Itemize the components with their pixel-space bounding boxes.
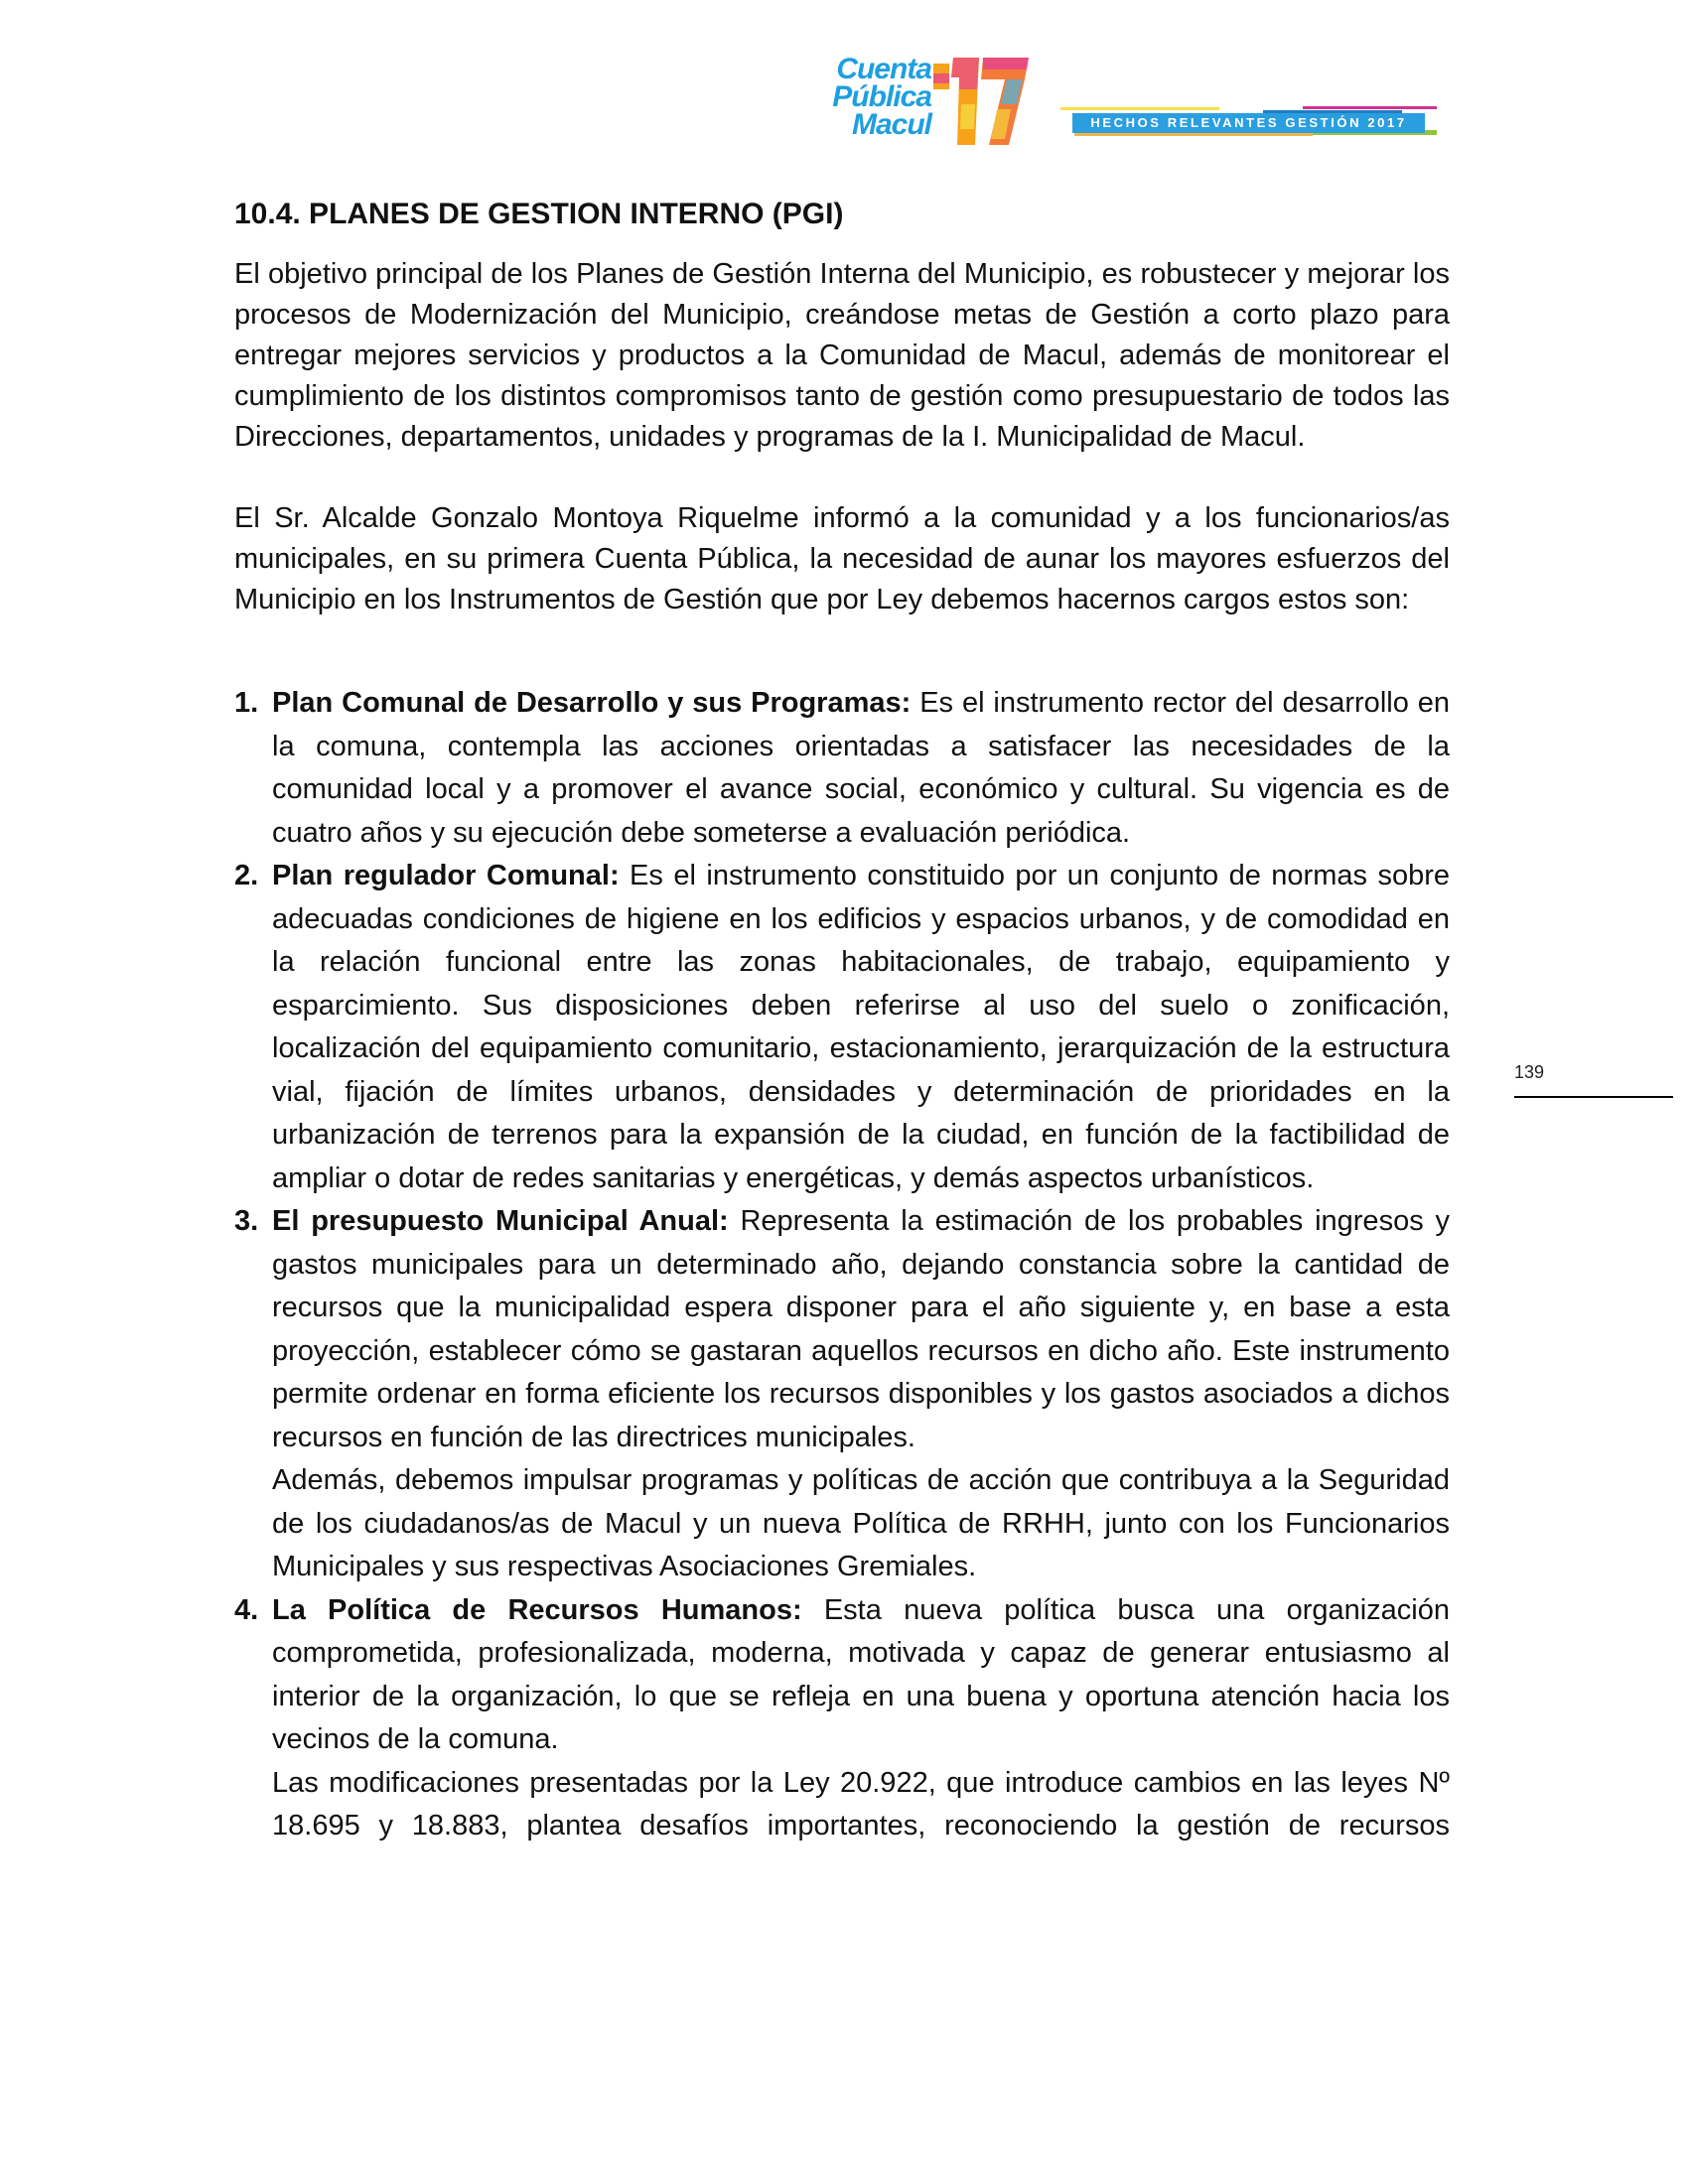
section-title: 10.4. PLANES DE GESTION INTERNO (PGI) (234, 198, 844, 230)
list-item-term: La Política de Recursos Humanos: (272, 1593, 802, 1626)
banner-stripe-orange (1074, 133, 1313, 136)
management-instruments-list (234, 682, 1450, 1848)
list-item-extra-paragraph: Las modificaciones presentadas por la Ley 20.922, que introduce cambios en las leyes Nº 18.695 y 18.883, plantea desafíos importantes, reconociendo la gestión de recursos (272, 1766, 1450, 1842)
list-item-term: Plan regulador Comunal: (272, 860, 620, 891)
list-item-extra-paragraph: Además, debemos impulsar programas y políticas de acción que contribuya a la Seguridad de los ciudadanos/as de Macul y un nueva Política de RRHH, junto con los Funcionarios Municipales y sus respectivas Asociaciones Gremiales. (272, 1464, 1450, 1582)
logo-line-3: Macul (851, 108, 931, 141)
list-item-text: Esta nueva política busca una organización comprometida, profesionalizada, moderna, motivada y capaz de generar entusiasmo al interior de la organización, lo que se refleja en una buena y oportuna atención hacia los vecinos de la comuna. (272, 1593, 1451, 1755)
document-body (234, 195, 1450, 1848)
list-item-term: El presupuesto Municipal Anual: (272, 1205, 729, 1237)
list-item-number: 3. (234, 1205, 259, 1237)
list-item-term: Plan Comunal de Desarrollo y sus Programas: (272, 687, 912, 719)
list-item (234, 682, 1450, 855)
cuenta-publica-logo (782, 53, 1031, 147)
list-item (234, 855, 1450, 1200)
list-item-text: Representa la estimación de los probables ingresos y gastos municipales para un determinado año, dejando constancia sobre la cantidad de recursos que la municipalidad espera disponer para el año siguiente y, en base a esta proyección, establecer cómo se gastaran aquellos recursos en dicho año. Este instrumento permite ordenar en forma eficiente los recursos disponibles y los gastos asociados a dichos recursos en función de las directrices municipales. (272, 1205, 1450, 1453)
intro-paragraph: El objetivo principal de los Planes de Gestión Interna del Municipio, es robustecer y mejorar los procesos de Modernización del Municipio, creándose metas de Gestión a corto plazo para entregar mejores servicios y productos a la Comunidad de Macul, además de monitorear el cumplimiento de los distintos compromisos tanto de gestión como presupuestario de todos las Direcciones, departamentos, unidades y programas de la I. Municipalidad de Macul. (234, 258, 1450, 453)
banner-stripe-yellow (1060, 107, 1219, 110)
mayor-paragraph: El Sr. Alcalde Gonzalo Montoya Riquelme informó a la comunidad y a los funcionarios/as municipales, en su primera Cuenta Pública, la necesidad de aunar los mayores esfuerzos del Municipio en los Instrumentos de Gestión que por Ley debemos hacernos cargos estos son: (234, 502, 1450, 615)
list-item-number: 4. (234, 1593, 259, 1626)
year-17-logo-icon (931, 50, 1031, 149)
list-item-number: 2. (234, 860, 259, 891)
logo-line-1: Cuenta (836, 53, 931, 85)
list-item-text: Es el instrumento rector del desarrollo en la comuna, contempla las acciones orientadas a satisfacer las necesidades de la comunidad local y a promover el avance social, económico y cultural. Su vigencia es de cuatro años y su ejecución debe someterse a evaluación periódica. (272, 687, 1450, 849)
list-item-text: Es el instrumento constituido por un conjunto de normas sobre adecuadas condiciones de higiene en los edificios y espacios urbanos, y de comodidad en la relación funcional entre las zonas habitacionales, de trabajo, equipamiento y esparcimiento. Sus disposiciones deben referirse al uso del suelo o zonificación, localización del equipamiento comunitario, estacionamiento, jerarquización de la estructura vial, fijación de límites urbanos, densidades y determinación de prioridades en la urbanización de terrenos para la expansión de la ciudad, en función de la factibilidad de ampliar o dotar de redes sanitarias y energéticas, y demás aspectos urbanísticos. (272, 860, 1450, 1194)
banner-stripe-pink (1303, 106, 1437, 109)
logo-line-2: Pública (832, 80, 931, 113)
banner-label: HECHOS RELEVANTES GESTIÓN 2017 (1072, 113, 1425, 133)
list-item-number: 1. (234, 687, 259, 719)
list-item (234, 1589, 1450, 1848)
hechos-relevantes-banner (1055, 103, 1437, 141)
page-number: 139 (1514, 1062, 1545, 1082)
logo-wordmark (782, 53, 931, 141)
page-number-rule (1514, 1096, 1673, 1098)
list-item (234, 1200, 1450, 1589)
